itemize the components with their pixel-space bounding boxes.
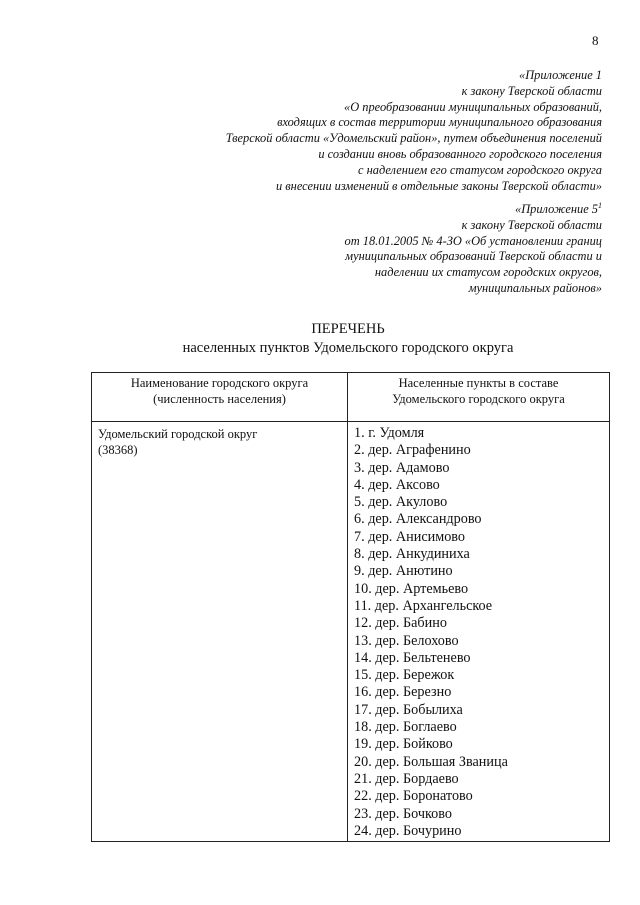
header-district: [92, 373, 348, 422]
document-title: [0, 320, 640, 358]
annex-1-line: и создании вновь образованного городского поселения: [318, 146, 602, 161]
list-item: 12. дер. Бабино: [354, 615, 447, 632]
list-item: 3. дер. Адамово: [354, 459, 450, 476]
settlement-list: [354, 425, 605, 840]
list-item: 17. дер. Бобылиха: [354, 701, 463, 718]
annex-5-1-reference: [345, 202, 602, 297]
list-item: 1. г. Удомля: [354, 425, 425, 441]
list-item: 13. дер. Белохово: [354, 632, 459, 649]
list-item: 22. дер. Боронатово: [354, 788, 473, 805]
list-item: 2. дер. Аграфенино: [354, 442, 471, 459]
list-item: 8. дер. Анкудиниха: [354, 546, 470, 563]
annex-1-line: «О преобразовании муниципальных образований,: [344, 99, 602, 114]
list-item: 23. дер. Бочково: [354, 805, 452, 822]
title-heading: ПЕРЕЧЕНЬ: [311, 321, 385, 337]
annex-2-title: «Приложение 5: [515, 202, 598, 216]
list-item: 11. дер. Архангельское: [354, 597, 493, 614]
district-name: Удомельский городской округ: [98, 427, 258, 441]
table-header-row: [92, 373, 610, 422]
list-item: 6. дер. Александрово: [354, 511, 482, 528]
list-item: 18. дер. Боглаево: [354, 719, 457, 736]
list-item: 7. дер. Анисимово: [354, 528, 465, 545]
list-item: 14. дер. Бельтенево: [354, 649, 471, 666]
annex-2-line: от 18.01.2005 № 4-ЗО «Об установлении границ: [344, 233, 602, 248]
annex-1-line: «Приложение 1: [519, 68, 602, 82]
list-item: 19. дер. Бойково: [354, 736, 453, 753]
annex-1-line: Тверской области «Удомельский район», путем объединения поселений: [225, 131, 602, 146]
list-item: 21. дер. Бордаево: [354, 770, 459, 787]
header-district-line: (численность населения): [153, 392, 286, 406]
header-district-line: Наименование городского округа: [130, 376, 309, 390]
list-item: 4. дер. Аксово: [354, 476, 440, 493]
title-subheading: населенных пунктов Удомельского городского округа: [182, 340, 514, 356]
header-settlements: [348, 373, 610, 422]
table-row: [92, 422, 610, 842]
annex-2-line: наделении их статусом городских округов,: [374, 265, 602, 280]
list-item: 20. дер. Большая Званица: [354, 753, 508, 770]
list-item: 9. дер. Анютино: [354, 563, 453, 580]
annex-2-superscript: 1: [598, 201, 602, 210]
header-settlements-line: Населенные пункты в составе: [398, 376, 559, 390]
list-item: 16. дер. Березно: [354, 684, 452, 701]
annex-1-line: к закону Тверской области: [461, 83, 602, 98]
annex-2-line: к закону Тверской области: [461, 217, 602, 232]
annex-1-reference: [226, 68, 602, 194]
annex-2-line: муниципальных образований Тверской области и: [345, 249, 602, 264]
district-cell: [92, 422, 348, 842]
list-item: 24. дер. Бочурино: [354, 822, 462, 839]
list-item: 5. дер. Акулово: [354, 494, 448, 511]
annex-2-line: муниципальных районов»: [468, 280, 602, 295]
annex-1-line: входящих в состав территории муниципального образования: [277, 115, 602, 130]
page-number: 8: [592, 33, 599, 48]
annex-1-line: и внесении изменений в отдельные законы Тверской области»: [276, 178, 602, 193]
annex-2-first-line: [345, 202, 602, 218]
list-item: 15. дер. Бережок: [354, 667, 455, 684]
settlements-table: [91, 372, 610, 842]
district-population: (38368): [98, 443, 138, 457]
list-item: 10. дер. Артемьево: [354, 580, 469, 597]
header-settlements-line: Удомельского городского округа: [392, 392, 565, 406]
annex-1-line: с наделением его статусом городского округа: [358, 162, 602, 177]
settlements-cell: [348, 422, 610, 842]
